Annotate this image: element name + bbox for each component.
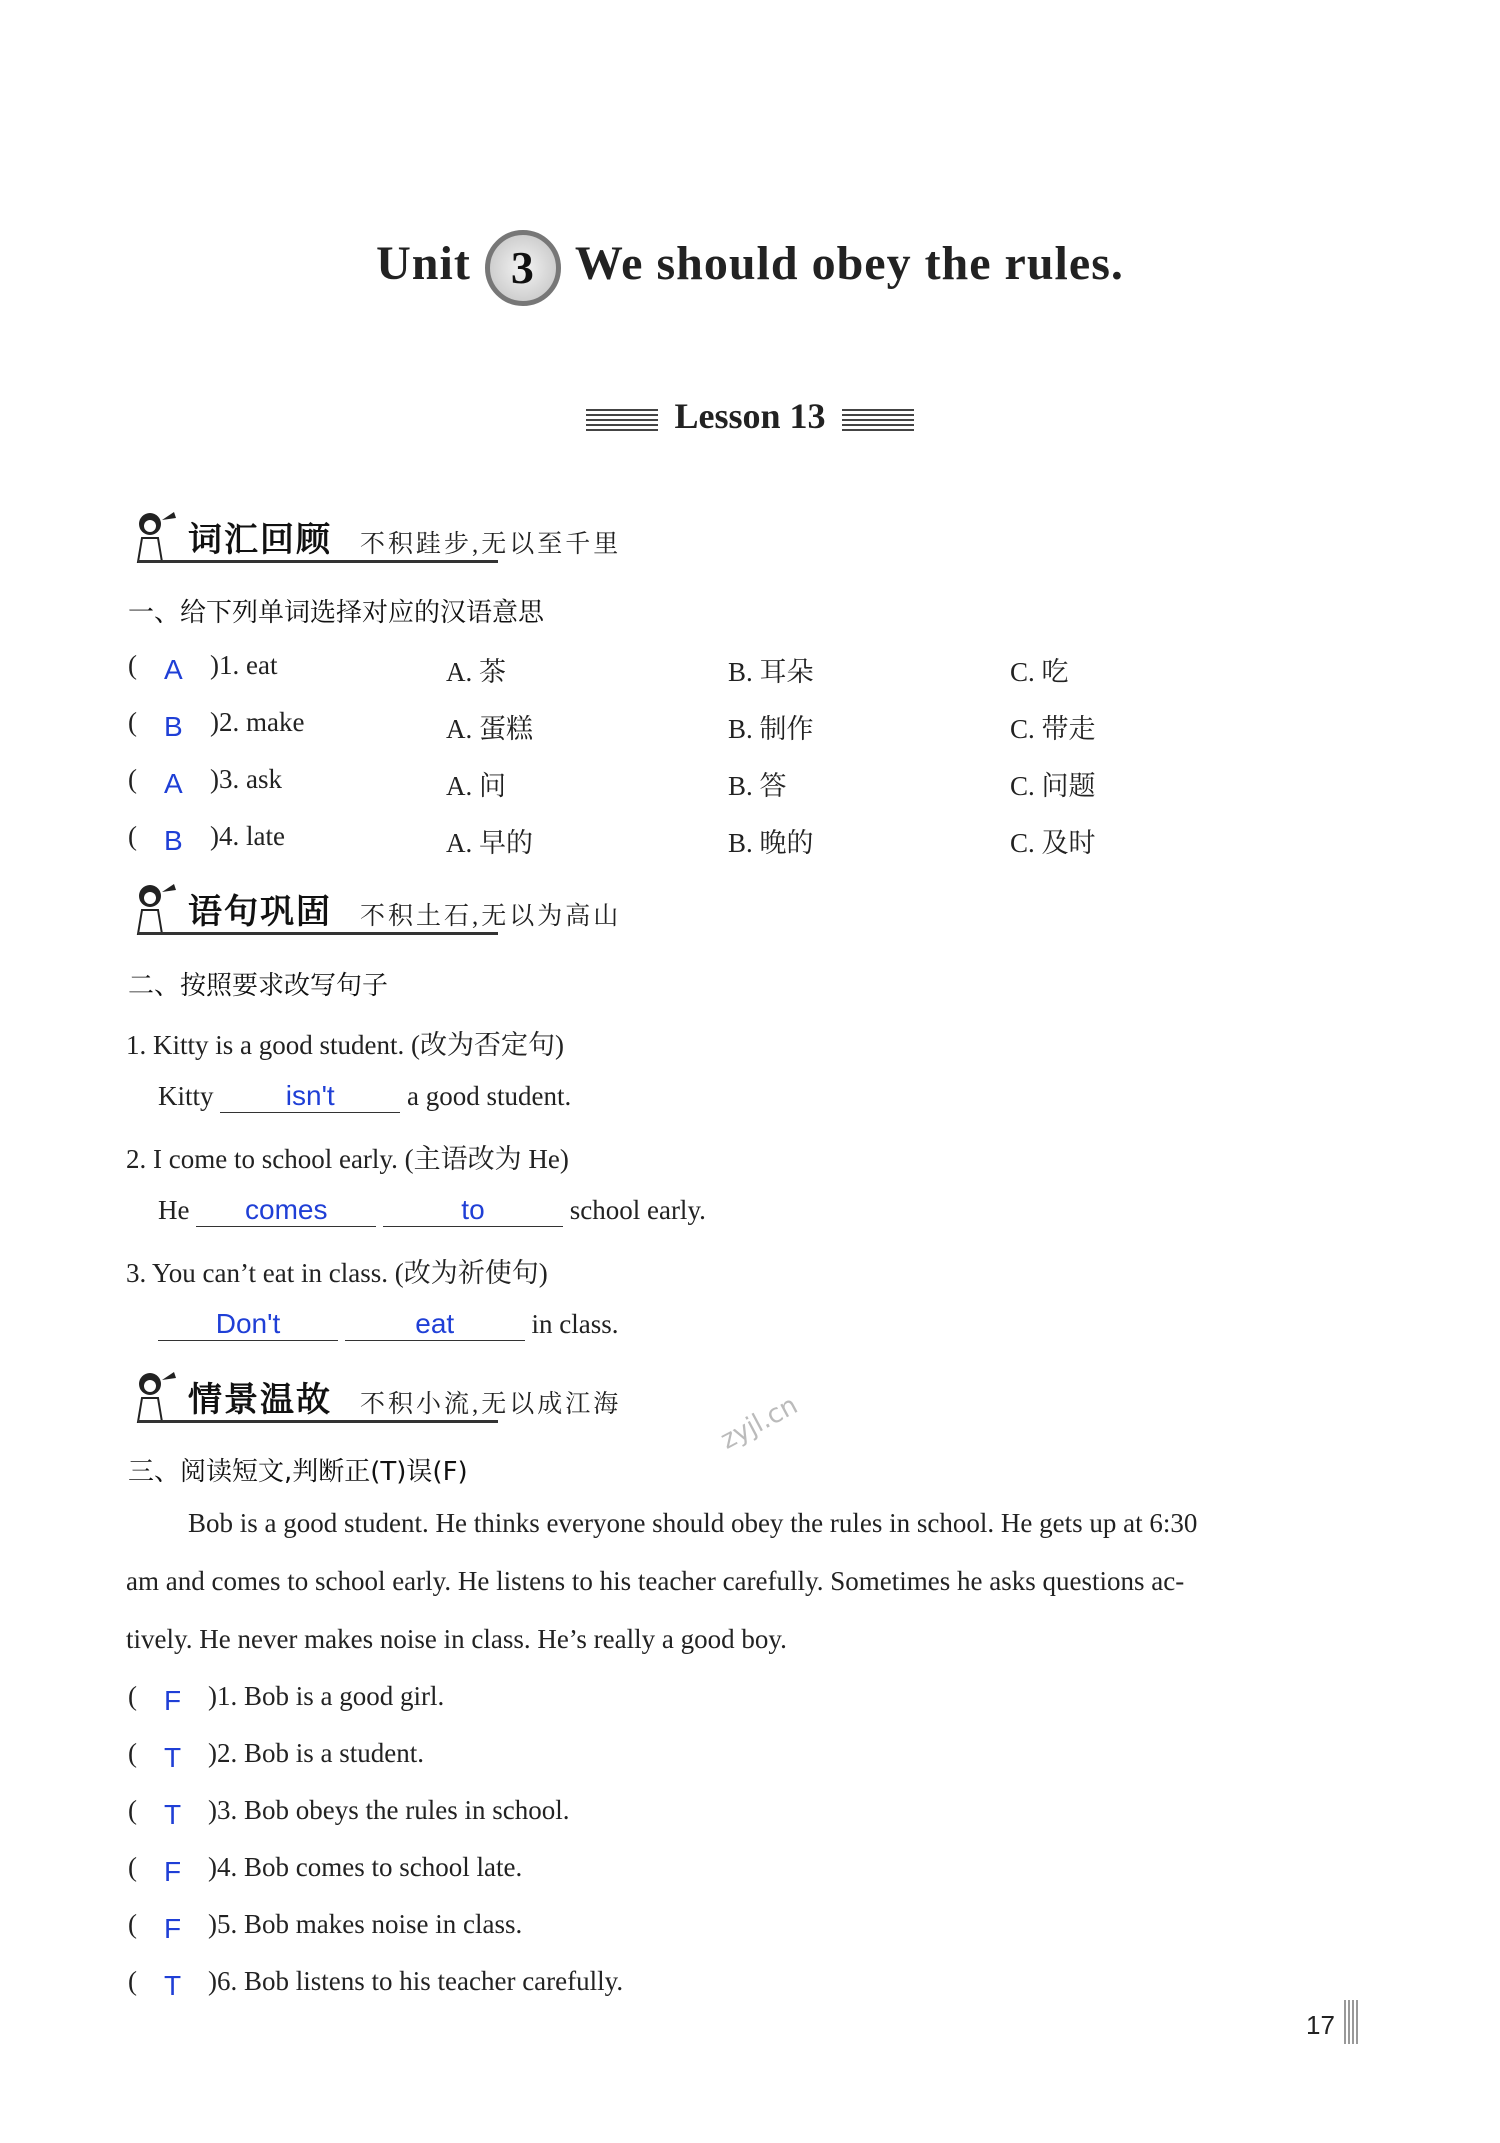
decor-lines-right-icon bbox=[842, 409, 914, 431]
option-b: B. 耳朵 bbox=[728, 657, 814, 687]
section-sentence-motto: 不积土石,无以为高山 bbox=[360, 903, 622, 930]
tf-row bbox=[128, 1795, 1128, 1835]
passage-line: Bob is a good student. He thinks everyone should obey the rules in school. He gets up at 6:30 bbox=[188, 1508, 1198, 1538]
paren-open: ( bbox=[128, 1738, 137, 1768]
answer-mark: F bbox=[164, 1856, 182, 1887]
answer-mark: T bbox=[164, 1799, 182, 1830]
question-word: )4. late bbox=[210, 821, 285, 851]
option-c: C. 吃 bbox=[1010, 657, 1069, 687]
part1-row bbox=[128, 707, 1328, 747]
tf-statement: )5. Bob makes noise in class. bbox=[208, 1909, 523, 1939]
option-a: A. 早的 bbox=[446, 828, 533, 858]
q1-post: a good student. bbox=[407, 1081, 572, 1111]
paren-open: ( bbox=[128, 707, 137, 737]
page-edge-bar bbox=[1344, 2000, 1360, 2044]
section-context-header bbox=[128, 1370, 688, 1426]
answer-mark: B bbox=[164, 825, 183, 856]
section-underline bbox=[138, 560, 498, 563]
section-vocab-title: 词汇回顾 bbox=[188, 520, 332, 560]
option-a: A. 问 bbox=[446, 771, 506, 801]
option-a: A. 蛋糕 bbox=[446, 714, 533, 744]
q2-post: school early. bbox=[569, 1195, 706, 1225]
tf-statement: )2. Bob is a student. bbox=[208, 1738, 424, 1768]
unit-word: Unit bbox=[376, 237, 471, 291]
tf-statement: )1. Bob is a good girl. bbox=[208, 1681, 445, 1711]
answer-mark: A bbox=[164, 768, 183, 799]
answer-mark: B bbox=[164, 711, 183, 742]
section-context-title: 情景温故 bbox=[188, 1380, 332, 1420]
part2-q3-prompt: 3. You can’t eat in class. (改为祈使句) bbox=[126, 1258, 548, 1288]
part2-q1-prompt: 1. Kitty is a good student. (改为否定句) bbox=[126, 1030, 564, 1060]
part1-row bbox=[128, 821, 1328, 861]
mascot-icon bbox=[128, 882, 180, 938]
unit-number-badge: 3 bbox=[485, 230, 561, 306]
section-sentence-title: 语句巩固 bbox=[188, 892, 332, 932]
q1-blank1: isn't bbox=[285, 1080, 335, 1111]
option-c: C. 及时 bbox=[1010, 828, 1096, 858]
tf-row bbox=[128, 1738, 1128, 1778]
q2-pre: He bbox=[158, 1195, 190, 1225]
mascot-icon bbox=[128, 1370, 180, 1426]
answer-blank bbox=[220, 1080, 400, 1113]
lesson-title bbox=[0, 395, 1500, 437]
q1-pre: Kitty bbox=[158, 1081, 214, 1111]
tf-statement: )3. Bob obeys the rules in school. bbox=[208, 1795, 570, 1825]
tf-row bbox=[128, 1909, 1128, 1949]
tf-row bbox=[128, 1681, 1128, 1721]
paren-open: ( bbox=[128, 1795, 137, 1825]
unit-title bbox=[0, 230, 1500, 306]
question-word: )2. make bbox=[210, 707, 305, 737]
part2-q3-answer-line bbox=[158, 1308, 619, 1341]
tf-statement: )6. Bob listens to his teacher carefully. bbox=[208, 1966, 624, 1996]
decor-lines-left-icon bbox=[586, 409, 658, 431]
answer-blank bbox=[383, 1194, 563, 1227]
q2-blank2: to bbox=[461, 1194, 485, 1225]
part1-row bbox=[128, 764, 1328, 804]
section-underline bbox=[138, 932, 498, 935]
part2-q1-answer-line bbox=[158, 1080, 571, 1113]
answer-mark: F bbox=[164, 1913, 182, 1944]
paren-open: ( bbox=[128, 1681, 137, 1711]
answer-mark: T bbox=[164, 1970, 182, 2001]
page-number: 17 bbox=[1306, 2010, 1335, 2040]
part1-heading: 一、给下列单词选择对应的汉语意思 bbox=[128, 598, 545, 628]
tf-row bbox=[128, 1966, 1128, 2006]
part2-q2-prompt: 2. I come to school early. (主语改为 He) bbox=[126, 1144, 569, 1174]
paren-open: ( bbox=[128, 821, 137, 851]
option-a: A. 茶 bbox=[446, 657, 506, 687]
option-c: C. 带走 bbox=[1010, 714, 1096, 744]
option-b: B. 答 bbox=[728, 771, 787, 801]
tf-row bbox=[128, 1852, 1128, 1892]
paren-open: ( bbox=[128, 1909, 137, 1939]
question-word: )3. ask bbox=[210, 764, 282, 794]
section-vocab-motto: 不积跬步,无以至千里 bbox=[360, 531, 622, 558]
part3-heading: 三、阅读短文,判断正(T)误(F) bbox=[128, 1457, 468, 1487]
paren-open: ( bbox=[128, 1852, 137, 1882]
q3-post: in class. bbox=[531, 1309, 619, 1339]
lesson-label: Lesson 13 bbox=[674, 396, 826, 436]
section-underline bbox=[138, 1420, 498, 1423]
answer-mark: T bbox=[164, 1742, 182, 1773]
answer-mark: F bbox=[164, 1685, 182, 1716]
q3-blank2: eat bbox=[415, 1308, 455, 1339]
question-word: )1. eat bbox=[210, 650, 278, 680]
part2-q2-answer-line bbox=[158, 1194, 706, 1227]
paren-open: ( bbox=[128, 764, 137, 794]
answer-blank bbox=[158, 1308, 338, 1341]
tf-statement: )4. Bob comes to school late. bbox=[208, 1852, 523, 1882]
section-context-motto: 不积小流,无以成江海 bbox=[360, 1391, 622, 1418]
option-b: B. 晚的 bbox=[728, 828, 814, 858]
paren-open: ( bbox=[128, 650, 137, 680]
watermark: zyjl.cn bbox=[715, 1390, 803, 1456]
unit-title-text: We should obey the rules. bbox=[574, 237, 1124, 291]
section-sentence-header bbox=[128, 882, 688, 938]
q3-blank1: Don't bbox=[215, 1308, 281, 1339]
answer-blank bbox=[345, 1308, 525, 1341]
mascot-icon bbox=[128, 510, 180, 566]
answer-blank bbox=[196, 1194, 376, 1227]
option-b: B. 制作 bbox=[728, 714, 814, 744]
paren-open: ( bbox=[128, 1966, 137, 1996]
passage-line: am and comes to school early. He listens to his teacher carefully. Sometimes he asks questions ac- bbox=[126, 1566, 1185, 1596]
option-c: C. 问题 bbox=[1010, 771, 1096, 801]
part1-row bbox=[128, 650, 1328, 690]
section-vocab-header bbox=[128, 510, 688, 566]
q2-blank1: comes bbox=[245, 1194, 328, 1225]
part2-heading: 二、按照要求改写句子 bbox=[128, 971, 389, 1001]
answer-mark: A bbox=[164, 654, 183, 685]
passage-line: tively. He never makes noise in class. He’s really a good boy. bbox=[126, 1624, 787, 1654]
